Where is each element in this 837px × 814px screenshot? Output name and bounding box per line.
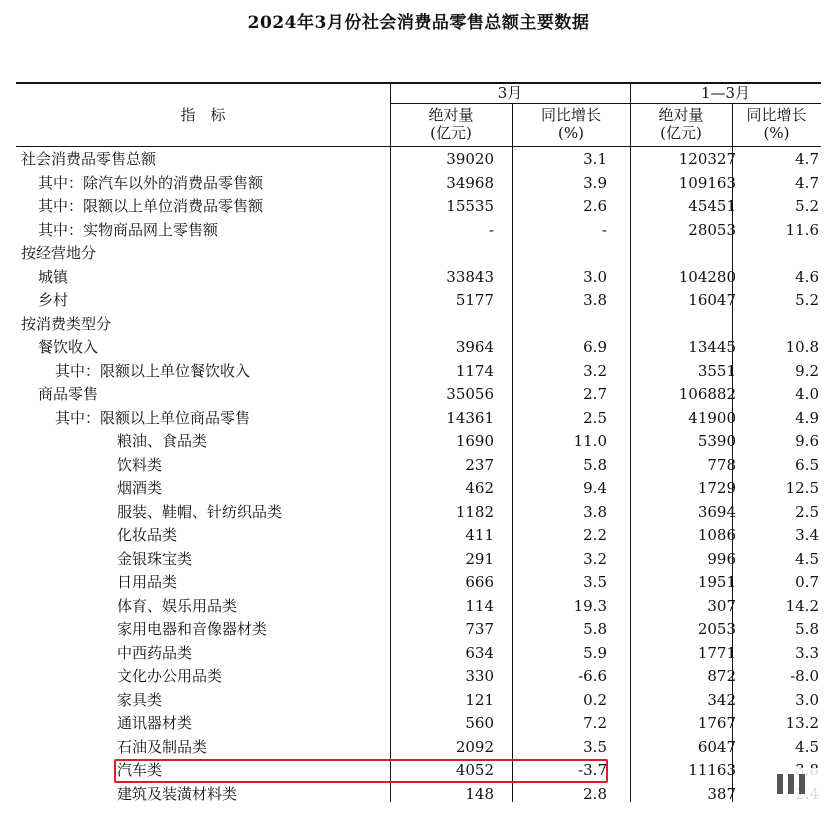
month-abs-value xyxy=(390,242,494,266)
row-label: 家用电器和音像器材类 xyxy=(117,620,268,638)
row-label: 化妆品类 xyxy=(117,526,178,544)
ytd-yoy-value: 13.2 xyxy=(785,714,819,732)
media-watermark xyxy=(755,768,827,800)
table-row xyxy=(16,736,821,760)
month-yoy-value: 3.8 xyxy=(583,291,607,309)
row-label: 体育、娱乐用品类 xyxy=(117,596,238,615)
row-label: 金银珠宝类 xyxy=(117,549,193,568)
table-row xyxy=(16,665,821,689)
month-abs-value xyxy=(390,313,494,337)
row-label: 日用品类 xyxy=(117,573,178,591)
row-label: 服装、鞋帽、针纺织品类 xyxy=(117,502,283,521)
table-row xyxy=(16,430,821,454)
ytd-yoy-value: -8.0 xyxy=(790,667,819,685)
row-label: 家具类 xyxy=(117,690,163,709)
ytd-abs-value: 3694 xyxy=(697,502,736,521)
month-abs-value: 462 xyxy=(465,479,494,497)
row-label: 粮油、食品类 xyxy=(117,432,208,450)
month-abs-value: 33843 xyxy=(446,267,494,286)
ytd-abs-value: 1767 xyxy=(697,714,736,732)
ytd-abs-value: 307 xyxy=(707,596,736,615)
ytd-yoy-value: 4.7 xyxy=(795,173,819,192)
ytd-yoy-value: 3.4 xyxy=(795,526,819,544)
month-abs-value: 560 xyxy=(465,714,494,732)
page-title: 2024年3月份社会消费品零售总额主要数据 xyxy=(247,13,590,33)
month-yoy-value: 3.5 xyxy=(583,573,607,591)
month-abs-value: 330 xyxy=(465,667,494,685)
ytd-yoy-value: 9.6 xyxy=(795,432,819,450)
ytd-yoy-value: 4.9 xyxy=(795,408,819,427)
table-row xyxy=(16,595,821,619)
month-yoy-value xyxy=(503,242,607,266)
row-label: 建筑及装潢材料类 xyxy=(117,784,238,803)
group-header-rule xyxy=(390,103,821,104)
month-yoy-value: 3.1 xyxy=(583,150,607,168)
ytd-yoy-value: 0.7 xyxy=(795,573,819,591)
month-yoy-value: 2.2 xyxy=(583,526,607,544)
row-label: 按经营地分 xyxy=(21,244,97,262)
month-yoy-value: 5.8 xyxy=(583,455,607,474)
ytd-abs-value: 120327 xyxy=(678,150,736,168)
ytd-yoy-header: 同比增长 (%) xyxy=(746,106,807,142)
ytd-abs-value: 387 xyxy=(707,784,736,803)
row-label: 烟酒类 xyxy=(117,479,163,497)
row-label: 乡村 xyxy=(38,291,69,309)
ytd-abs-value: 2053 xyxy=(697,620,736,638)
row-label: 其中：限额以上单位消费品零售额 xyxy=(38,197,264,215)
month-group-header: 3月 xyxy=(497,84,523,102)
ytd-yoy-value: 5.2 xyxy=(795,197,819,215)
ytd-abs-value: 1086 xyxy=(697,526,736,544)
month-yoy-value: 3.5 xyxy=(583,737,607,756)
month-abs-value: 35056 xyxy=(446,385,494,403)
ytd-yoy-value xyxy=(715,313,819,337)
ytd-abs-value: 28053 xyxy=(688,220,736,239)
month-abs-value: 737 xyxy=(465,620,494,638)
table-row xyxy=(16,477,821,501)
ytd-abs-value: 3551 xyxy=(697,361,736,380)
month-abs-value: 237 xyxy=(465,455,494,474)
ytd-yoy-value: 3.3 xyxy=(795,643,819,662)
table-row xyxy=(16,571,821,595)
month-abs-value: 4052 xyxy=(455,761,494,779)
month-yoy-value: 9.4 xyxy=(583,479,607,497)
table-row xyxy=(16,266,821,290)
row-label: 石油及制品类 xyxy=(117,737,208,756)
ytd-yoy-value: 12.5 xyxy=(785,479,819,497)
month-yoy-value: 2.8 xyxy=(583,784,607,803)
table-row xyxy=(16,336,821,360)
month-yoy-value: 3.2 xyxy=(583,361,607,380)
month-abs-value: 1174 xyxy=(455,361,494,380)
month-yoy-value: 6.9 xyxy=(583,338,607,356)
ytd-abs-value: 41900 xyxy=(688,408,736,427)
month-abs-value: 1690 xyxy=(455,432,494,450)
month-yoy-value: 3.0 xyxy=(583,267,607,286)
ytd-group-header: 1—3月 xyxy=(700,84,751,102)
ytd-abs-value: 109163 xyxy=(678,173,736,192)
ytd-abs-value: 1729 xyxy=(697,479,736,497)
table-row xyxy=(16,195,821,219)
month-abs-value: 15535 xyxy=(446,197,494,215)
table-row xyxy=(16,219,821,243)
table-row xyxy=(16,642,821,666)
ytd-yoy-value: 10.8 xyxy=(785,338,819,356)
ytd-abs-value: 16047 xyxy=(688,291,736,309)
month-abs-value: 14361 xyxy=(446,408,494,427)
month-abs-value: 2092 xyxy=(455,737,494,756)
table-row xyxy=(16,712,821,736)
month-abs-value: 148 xyxy=(465,784,494,803)
month-yoy-value: -3.7 xyxy=(578,761,607,779)
table-row xyxy=(16,618,821,642)
table-row xyxy=(16,289,821,313)
highlight-box-auto xyxy=(114,759,608,783)
table-row xyxy=(16,783,821,807)
indicator-header: 指 标 xyxy=(180,106,226,124)
month-abs-value: 34968 xyxy=(446,173,494,192)
month-abs-value: 5177 xyxy=(455,291,494,309)
row-label: 中西药品类 xyxy=(117,643,193,662)
ytd-abs-value: 104280 xyxy=(678,267,736,286)
ytd-abs-value: 342 xyxy=(707,690,736,709)
month-abs-value: 291 xyxy=(465,549,494,568)
ytd-abs-value: 872 xyxy=(707,667,736,685)
table-row xyxy=(16,454,821,478)
ytd-abs-header: 绝对量 (亿元) xyxy=(658,106,704,142)
ytd-abs-value: 11163 xyxy=(688,761,736,779)
ytd-yoy-value: 14.2 xyxy=(785,596,819,615)
ytd-yoy-value: 4.5 xyxy=(795,737,819,756)
row-label: 按消费类型分 xyxy=(21,314,112,333)
table-row xyxy=(16,172,821,196)
month-yoy-header: 同比增长 (%) xyxy=(540,106,601,142)
month-yoy-value: 2.5 xyxy=(583,408,607,427)
ytd-abs-value: 1951 xyxy=(697,573,736,591)
table-row xyxy=(16,407,821,431)
ytd-yoy-value xyxy=(715,242,819,266)
row-label: 通讯器材类 xyxy=(117,714,193,732)
month-abs-value: 114 xyxy=(465,596,494,615)
row-label: 餐饮收入 xyxy=(38,338,99,356)
ytd-yoy-value: 4.5 xyxy=(795,549,819,568)
table-row xyxy=(16,524,821,548)
month-abs-value: 1182 xyxy=(455,502,494,521)
ytd-yoy-value: 2.5 xyxy=(795,502,819,521)
month-yoy-value: -6.6 xyxy=(578,667,607,685)
table-row xyxy=(16,689,821,713)
month-yoy-value: 3.8 xyxy=(583,502,607,521)
row-label: 社会消费品零售总额 xyxy=(21,150,157,168)
ytd-abs-value: 106882 xyxy=(678,385,736,403)
month-yoy-value xyxy=(503,313,607,337)
table-row xyxy=(16,242,821,266)
month-yoy-value: 5.8 xyxy=(583,620,607,638)
month-yoy-value: - xyxy=(601,220,607,239)
row-label: 饮料类 xyxy=(117,455,163,474)
header-bottom-rule xyxy=(16,146,821,147)
month-yoy-value: 7.2 xyxy=(583,714,607,732)
row-label: 城镇 xyxy=(38,267,69,286)
ytd-yoy-value: 3.0 xyxy=(795,690,819,709)
month-yoy-value: 2.7 xyxy=(583,385,607,403)
month-abs-value: 39020 xyxy=(446,150,494,168)
ytd-abs-value: 45451 xyxy=(688,197,736,215)
row-label: 其中：限额以上单位商品零售 xyxy=(55,408,251,427)
table-row xyxy=(16,501,821,525)
month-yoy-value: 3.9 xyxy=(583,173,607,192)
ytd-yoy-value: 4.6 xyxy=(795,267,819,286)
ytd-yoy-value: 5.8 xyxy=(795,620,819,638)
table-row xyxy=(16,360,821,384)
month-abs-value: 121 xyxy=(465,690,494,709)
watermark-bar-icon xyxy=(777,774,783,794)
watermark-bar-icon xyxy=(799,774,805,794)
month-abs-value: - xyxy=(488,220,494,239)
row-label: 汽车类 xyxy=(117,761,163,779)
ytd-abs-value: 13445 xyxy=(688,338,736,356)
table-row xyxy=(16,313,821,337)
ytd-yoy-value: 4.7 xyxy=(795,150,819,168)
month-abs-value: 3964 xyxy=(455,338,494,356)
row-label: 其中：除汽车以外的消费品零售额 xyxy=(38,173,264,192)
watermark-bar-icon xyxy=(788,774,794,794)
month-yoy-value: 11.0 xyxy=(573,432,607,450)
month-yoy-value: 0.2 xyxy=(583,690,607,709)
month-abs-value: 666 xyxy=(465,573,494,591)
ytd-abs-value: 5390 xyxy=(697,432,736,450)
month-yoy-value: 3.2 xyxy=(583,549,607,568)
month-abs-header: 绝对量 (亿元) xyxy=(428,106,474,142)
month-yoy-value: 5.9 xyxy=(583,643,607,662)
row-label: 商品零售 xyxy=(38,385,99,403)
ytd-yoy-value: 5.2 xyxy=(795,291,819,309)
month-yoy-value: 19.3 xyxy=(573,596,607,615)
ytd-abs-value: 996 xyxy=(707,549,736,568)
month-yoy-value: 2.6 xyxy=(583,197,607,215)
ytd-yoy-value: 4.0 xyxy=(795,385,819,403)
row-label: 其中：限额以上单位餐饮收入 xyxy=(55,361,251,380)
ytd-abs-value: 6047 xyxy=(697,737,736,756)
month-abs-value: 411 xyxy=(465,526,494,544)
ytd-yoy-value: 9.2 xyxy=(795,361,819,380)
table-row xyxy=(16,383,821,407)
ytd-yoy-value: 11.6 xyxy=(785,220,819,239)
ytd-yoy-value: 6.5 xyxy=(795,455,819,474)
table-row xyxy=(16,148,821,172)
ytd-abs-value: 1771 xyxy=(697,643,736,662)
row-label: 文化办公用品类 xyxy=(117,667,223,685)
row-label: 其中：实物商品网上零售额 xyxy=(38,220,219,239)
month-abs-value: 634 xyxy=(465,643,494,662)
table-row xyxy=(16,548,821,572)
ytd-abs-value: 778 xyxy=(707,455,736,474)
